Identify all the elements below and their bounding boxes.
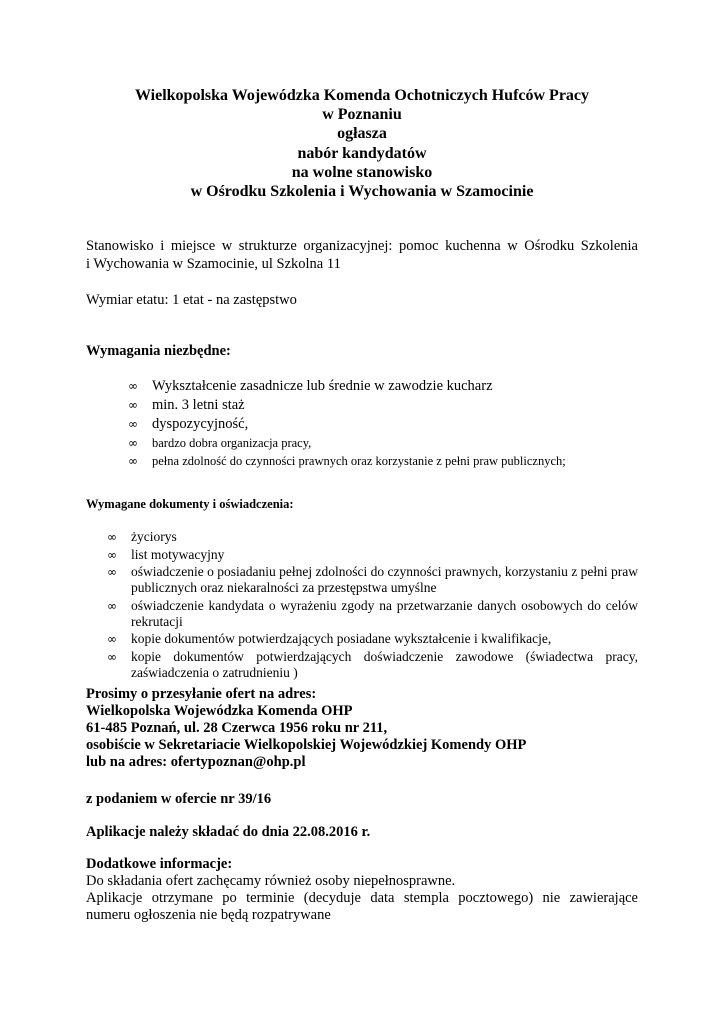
header-line: ogłasza: [337, 125, 387, 143]
position-description: [86, 238, 638, 273]
application-deadline: Aplikacje należy składać do dnia 22.08.2016 r.: [86, 824, 371, 840]
contact-block: [86, 686, 638, 771]
contact-line: lub na adres: ofertypoznan@ohp.pl: [86, 754, 306, 770]
list-item: [107, 631, 638, 647]
additional-info: [86, 856, 638, 924]
list-item-text: kopie dokumentów potwierdzających posiadane wykształcenie i kwalifikacje,: [131, 631, 552, 646]
additional-info-line: numeru ogłoszenia nie będą rozpatrywane: [86, 907, 331, 923]
list-item: [128, 377, 638, 396]
additional-info-title: Dodatkowe informacje:: [86, 856, 233, 872]
list-item-text: kopie dokumentów potwierdzających doświadczenie zawodowe (świadectwa pracy, zaświadczenia o zatrudnieniu ): [131, 648, 638, 680]
documents-title: Wymagane dokumenty i oświadczenia:: [86, 497, 294, 511]
infinity-bullet-icon: ∞: [107, 632, 117, 646]
infinity-bullet-icon: ∞: [107, 649, 117, 664]
header-line: na wolne stanowisko: [291, 163, 433, 181]
additional-info-line: Do składania ofert zachęcamy również osoby niepełnosprawne.: [86, 873, 456, 889]
infinity-bullet-icon: ∞: [107, 547, 117, 562]
list-item: [128, 452, 638, 470]
contact-line: 61-485 Poznań, ul. 28 Czerwca 1956 roku nr 211,: [86, 720, 388, 736]
header-line: nabór kandydatów: [297, 144, 427, 162]
list-item-text: oświadczenie kandydata o wyrażeniu zgody na przetwarzanie danych osobowych do celów rekrutacji: [131, 597, 638, 629]
list-item: [128, 415, 638, 434]
infinity-bullet-icon: ∞: [128, 417, 138, 431]
list-item: [107, 649, 638, 681]
list-item: [107, 564, 638, 596]
list-item-text: oświadczenie o posiadaniu pełnej zdolności do czynności prawnych, korzystaniu z pełni praw publicznych oraz niekaralności za przestępstwa umyślne: [131, 564, 638, 595]
list-item: [107, 529, 638, 545]
documents-list: [107, 529, 638, 682]
infinity-bullet-icon: ∞: [107, 598, 117, 613]
contact-line: Prosimy o przesyłanie ofert na adres:: [86, 686, 317, 702]
infinity-bullet-icon: ∞: [128, 436, 138, 450]
infinity-bullet-icon: ∞: [128, 398, 138, 412]
list-item: [107, 598, 638, 630]
position-line: Stanowisko i miejsce w strukturze organizacyjnej: pomoc kuchenna w Ośrodku Szkolenia: [86, 238, 638, 254]
infinity-bullet-icon: ∞: [107, 530, 117, 544]
list-item-text: Wykształcenie zasadnicze lub średnie w zawodzie kucharz: [152, 378, 493, 394]
infinity-bullet-icon: ∞: [128, 454, 138, 468]
additional-info-line: Aplikacje otrzymane po terminie (decyduje data stempla pocztowego) nie zawierające: [86, 890, 638, 906]
announcement-header: [86, 86, 638, 201]
contact-line: Wielkopolska Wojewódzka Komenda OHP: [86, 703, 353, 719]
contact-line: osobiście w Sekretariacie Wielkopolskiej Wojewódzkiej Komendy OHP: [86, 737, 527, 753]
list-item-text: bardzo dobra organizacja pracy,: [152, 436, 312, 450]
list-item: [128, 396, 638, 415]
list-item-text: dyspozycyjność,: [152, 416, 249, 432]
list-item-text: życiorys: [131, 529, 177, 544]
header-line: w Poznaniu: [322, 106, 402, 124]
list-item: [107, 547, 638, 563]
infinity-bullet-icon: ∞: [107, 565, 117, 579]
list-item: [128, 434, 638, 452]
list-item-text: min. 3 letni staż: [152, 397, 245, 413]
requirements-list: [128, 377, 638, 470]
list-item-text: pełna zdolność do czynności prawnych oraz korzystanie z pełni praw publicznych;: [152, 454, 566, 468]
list-item-text: list motywacyjny: [131, 546, 225, 562]
employment-size: Wymiar etatu: 1 etat - na zastępstwo: [86, 292, 297, 308]
header-line: w Ośrodku Szkolenia i Wychowania w Szamocinie: [190, 183, 534, 201]
position-line: i Wychowania w Szamocinie, ul Szkolna 11: [86, 255, 341, 272]
offer-number: z podaniem w ofercie nr 39/16: [86, 791, 272, 807]
header-line: Wielkopolska Wojewódzka Komenda Ochotniczych Hufców Pracy: [134, 87, 590, 104]
infinity-bullet-icon: ∞: [128, 379, 138, 393]
requirements-title: Wymagania niezbędne:: [86, 343, 231, 359]
